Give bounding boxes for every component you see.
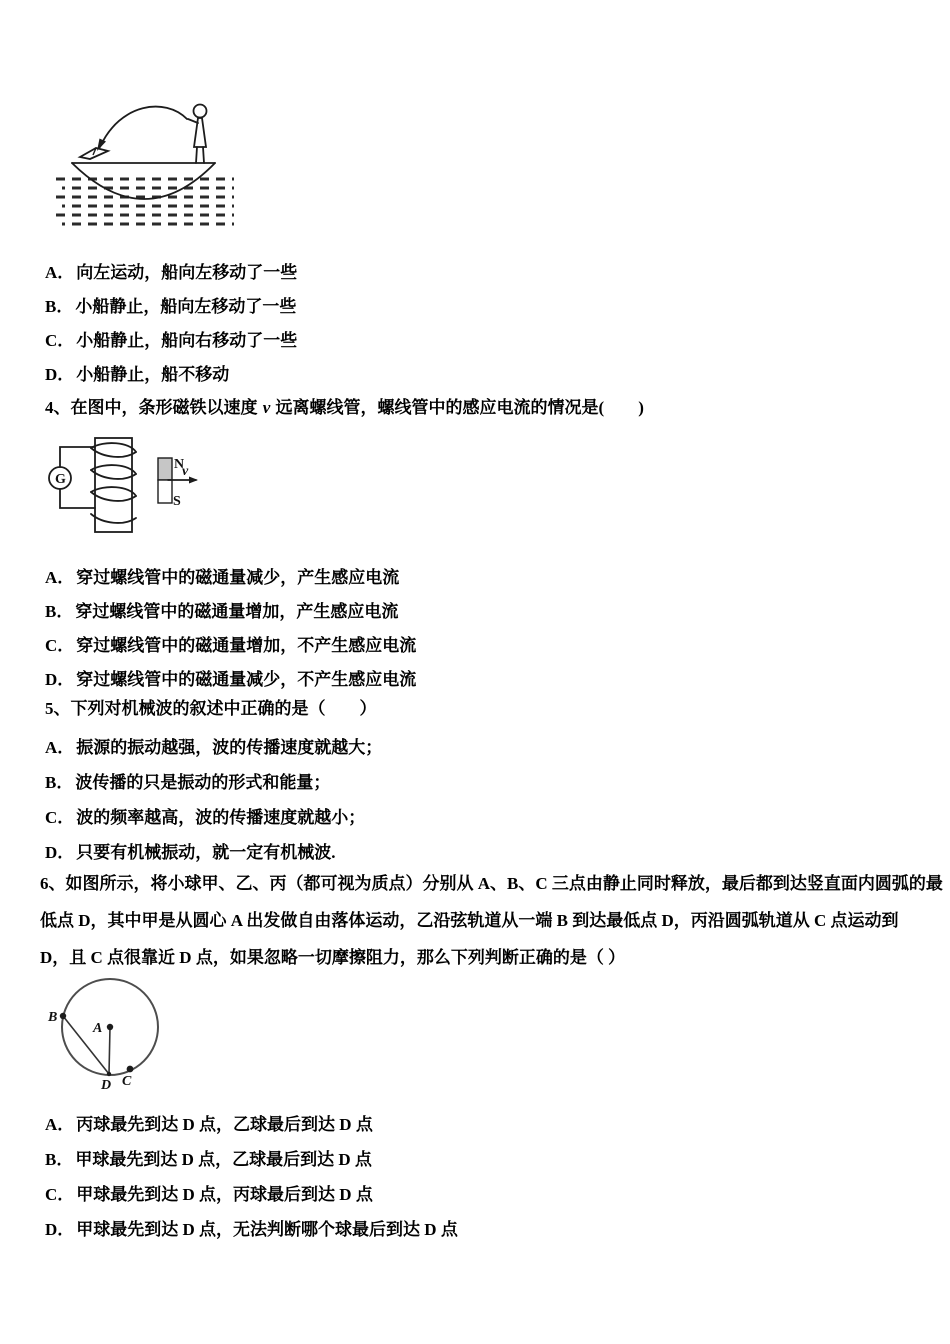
- option-letter: B．: [45, 773, 74, 792]
- question-5: [45, 694, 382, 868]
- option-b: [45, 763, 382, 798]
- option-text: 穿过螺线管中的磁通量减少，产生感应电流: [76, 567, 400, 587]
- point-a-label: A: [93, 1021, 103, 1036]
- option-text: 小船静止，船向左移动了一些: [75, 296, 297, 316]
- boat-hull: [72, 163, 215, 199]
- option-letter: A．: [45, 738, 75, 757]
- option-letter: A．: [45, 567, 75, 587]
- option-text: 向左运动，船向左移动了一些: [76, 262, 298, 282]
- option-letter: C．: [45, 808, 75, 827]
- option-letter: A．: [45, 262, 75, 282]
- thrown-object-icon: [80, 148, 108, 159]
- q4-stem-before: 4、在图中，条形磁铁以速度: [45, 398, 262, 417]
- option-text: 小船静止，船不移动: [76, 364, 230, 384]
- solenoid-magnet-figure: [48, 430, 213, 540]
- question-3-options: [45, 253, 297, 389]
- option-a: [45, 728, 382, 763]
- option-c: [45, 1175, 458, 1210]
- option-c: [45, 321, 297, 355]
- option-letter: B．: [45, 296, 74, 316]
- magnet-south-label: S: [173, 494, 181, 509]
- circle-diagram: [35, 972, 185, 1097]
- option-d: [45, 1210, 458, 1245]
- question-6-stem: [40, 865, 943, 976]
- q4-stem-after: 远离螺线管，螺线管中的感应电流的情况是( ): [271, 398, 644, 417]
- option-letter: D．: [45, 669, 75, 689]
- option-letter: C．: [45, 635, 75, 655]
- option-letter: C．: [45, 330, 75, 350]
- option-text: 甲球最先到达 D 点，无法判断哪个球最后到达 D 点: [76, 1220, 458, 1239]
- option-b: [45, 287, 297, 321]
- option-a: [45, 558, 416, 592]
- point-c-label: C: [122, 1074, 132, 1089]
- option-a: [45, 1105, 458, 1140]
- q6-stem-line-2: 低点 D，其中甲是从圆心 A 出发做自由落体运动，乙沿弦轨道从一端 B 到达最低点 D，丙沿圆弧轨道从 C 点运动到: [40, 911, 899, 930]
- option-letter: A．: [45, 1115, 75, 1134]
- point-a-dot: [107, 1024, 113, 1030]
- water-waves-icon: [56, 179, 234, 224]
- option-text: 甲球最先到达 D 点，丙球最后到达 D 点: [76, 1185, 373, 1204]
- solenoid-coil: [91, 438, 136, 532]
- option-b: [45, 1140, 458, 1175]
- radius-line-a-to-d: [109, 1027, 110, 1074]
- option-c: [45, 798, 382, 833]
- bar-magnet: [158, 457, 184, 509]
- q4-velocity-symbol: v: [262, 398, 271, 417]
- option-a: [45, 253, 297, 287]
- point-d-dot: [107, 1072, 111, 1076]
- q6-stem-line-1: 6、如图所示，将小球甲、乙、丙（都可视为质点）分别从 A、B、C 三点由静止同时释放，最后都到达竖直面内圆弧的最: [40, 874, 943, 893]
- option-c: [45, 626, 416, 660]
- option-letter: D．: [45, 1220, 75, 1239]
- option-text: 波传播的只是振动的形式和能量；: [75, 773, 331, 792]
- question-4-stem: [45, 396, 644, 420]
- galvanometer-icon: [49, 467, 71, 489]
- person-figure: [188, 105, 207, 164]
- option-text: 穿过螺线管中的磁通量减少，不产生感应电流: [76, 669, 417, 689]
- option-text: 穿过螺线管中的磁通量增加，产生感应电流: [75, 601, 399, 621]
- point-c-dot: [127, 1066, 134, 1073]
- option-d: [45, 660, 416, 694]
- magnet-north-label: N: [174, 457, 185, 472]
- option-letter: D．: [45, 364, 75, 384]
- option-text: 波的频率越高，波的传播速度就越小；: [76, 808, 366, 827]
- point-d-label: D: [101, 1078, 112, 1093]
- q6-stem-line-3: D，且 C 点很靠近 D 点，如果忽略一切摩擦阻力，那么下列判断正确的是（ ）: [40, 948, 626, 967]
- question-6-options: [45, 1105, 458, 1245]
- point-b-label: B: [48, 1010, 58, 1025]
- option-text: 小船静止，船向右移动了一些: [76, 330, 298, 350]
- option-text: 振源的振动越强，波的传播速度就越大；: [76, 738, 383, 757]
- boat-figure: [50, 95, 250, 235]
- option-letter: B．: [45, 1150, 74, 1169]
- option-letter: D．: [45, 843, 75, 862]
- throw-trajectory-arrow: [97, 107, 187, 151]
- option-d: [45, 355, 297, 389]
- question-5-stem: 5、下列对机械波的叙述中正确的是（ ）: [45, 699, 377, 718]
- option-text: 丙球最先到达 D 点，乙球最后到达 D 点: [76, 1115, 373, 1134]
- galvanometer-label: G: [55, 472, 66, 487]
- velocity-label: v: [182, 464, 189, 479]
- option-b: [45, 592, 416, 626]
- option-text: 穿过螺线管中的磁通量增加，不产生感应电流: [76, 635, 417, 655]
- option-letter: B．: [45, 601, 74, 621]
- option-letter: C．: [45, 1185, 75, 1204]
- question-5-options: [45, 728, 382, 868]
- option-text: 甲球最先到达 D 点，乙球最后到达 D 点: [75, 1150, 372, 1169]
- option-d: [45, 833, 382, 868]
- question-4-options: [45, 558, 416, 694]
- point-b-dot: [60, 1013, 66, 1019]
- option-text: 只要有机械振动，就一定有机械波.: [76, 843, 336, 862]
